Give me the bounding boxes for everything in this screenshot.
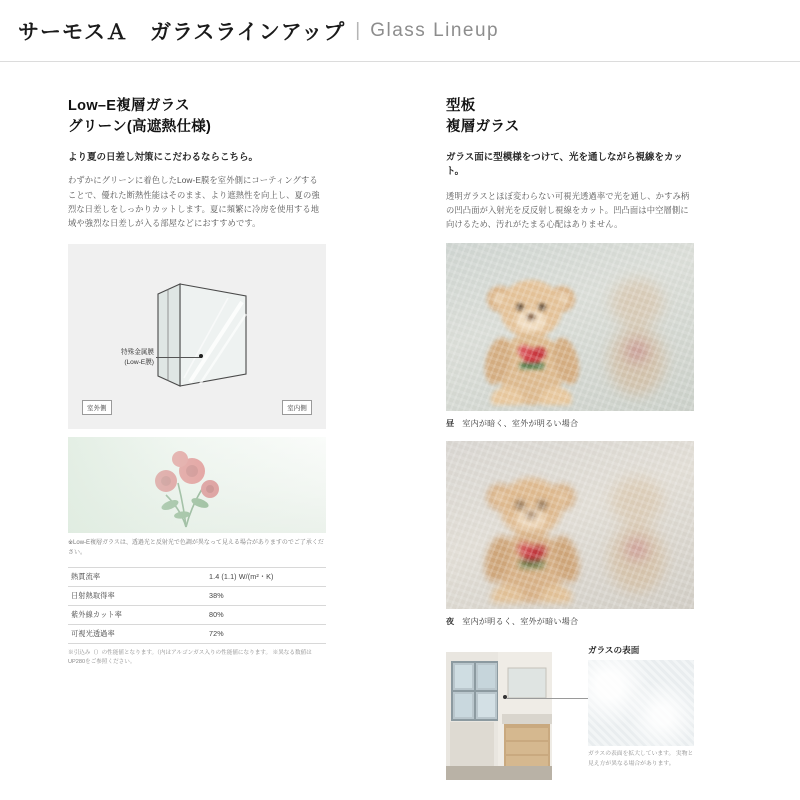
- pattern-glass-texture-overlay: [446, 243, 694, 411]
- spec-label: 紫外線カット率: [71, 609, 122, 619]
- right-heading-line2: 複層ガラス: [446, 119, 520, 136]
- right-body-text: 透明ガラスとほぼ変わらない可視光透過率で光を通し、かすみ柄の凹凸面が入射光を反反射し視線をカット。凹凸面は中空層側に向けるため、汚れがたまる心配はありません。: [446, 190, 690, 230]
- left-lead-text: より夏の日差し対策にこだわるならこちら。: [68, 152, 259, 164]
- page-title-jp: サーモスＡ ガラスラインアップ: [18, 20, 346, 44]
- right-column: [446, 96, 694, 780]
- surface-texture-swatch: [588, 660, 694, 746]
- spec-footnotes: ※引込み（）の性能値となります。（内はアルゴンガス入りの性能値になります。 ※異なる数値はUP280をご参照ください。: [68, 649, 312, 665]
- green-tint-overlay: [68, 437, 326, 533]
- photo-nighttime: [446, 441, 694, 609]
- spec-label: 日射熱取得率: [71, 590, 115, 600]
- left-heading-line1: Low–E複層ガラス: [68, 98, 190, 114]
- glass-diagram-panel: [68, 244, 326, 429]
- callout-label: [80, 348, 154, 368]
- caption-daytime: [446, 418, 694, 429]
- surface-note: ガラスの表面を拡大しています。 実物と見え方が異なる場合があります。: [588, 751, 694, 767]
- caption-daytime-text: 室内が暗く、室外が明るい場合: [462, 419, 579, 429]
- callout-label-line2: (Low-E膜): [124, 359, 154, 367]
- table-row: [68, 624, 326, 643]
- spec-label: 可視光透過率: [71, 628, 115, 638]
- glass-slab-illustration: [154, 282, 250, 390]
- table-row: [68, 586, 326, 605]
- spec-value: 1.4 (1.1) W/(m²・K): [209, 571, 274, 581]
- spec-table: [68, 567, 326, 644]
- callout-leader-line: [156, 357, 202, 358]
- tag-outside: 室外側: [82, 400, 112, 415]
- spec-label: 熱貫流率: [71, 571, 101, 581]
- pattern-glass-texture-overlay: [446, 441, 694, 609]
- page-header: [0, 0, 800, 62]
- caption-nighttime-text: 室内が明るく、室外が暗い場合: [462, 617, 579, 627]
- callout-label-line1: 特殊金属膜: [121, 349, 154, 357]
- right-heading-line1: 型板: [446, 98, 476, 114]
- table-row: [68, 605, 326, 624]
- tag-inside: 室内側: [282, 400, 312, 415]
- flower-sample-photo: [68, 437, 326, 533]
- spec-value: 72%: [209, 629, 224, 639]
- left-body-text: わずかにグリーンに着色したLow-E膜を室外側にコーティングすることで、優れた断熱性能はそのまま、より遮熱性を向上し、夏の強烈な日差しをしっかりカットします。夏に頻繁に冷房を使用する地域や強烈な日差しが入る部屋などにおすすめです。: [68, 175, 320, 229]
- surface-title: ガラスの表面: [588, 645, 640, 656]
- glass-surface-block: [446, 644, 694, 780]
- table-row: [68, 567, 326, 586]
- caption-nighttime-label: 夜: [446, 617, 455, 627]
- surface-leader-line: [506, 698, 588, 699]
- spec-value: 38%: [209, 591, 224, 601]
- spec-value: 80%: [209, 610, 224, 620]
- photo-daytime: [446, 243, 694, 411]
- page-title-en: Glass Lineup: [370, 19, 500, 41]
- header-divider: |: [355, 19, 361, 41]
- caption-daytime-label: 昼: [446, 419, 455, 429]
- left-column: [68, 96, 326, 667]
- caption-nighttime: [446, 616, 694, 627]
- flower-note: ※Low-E複層ガラスは、透過光と反射光で色調が異なって見える場合がありますのでご了承ください。: [68, 540, 324, 556]
- right-lead-text: ガラス面に型模様をつけて、光を通しながら視線をカット。: [446, 152, 683, 178]
- left-heading-line2: グリーン(高遮熱仕様): [68, 119, 212, 136]
- photo-bathroom-interior: [446, 652, 552, 780]
